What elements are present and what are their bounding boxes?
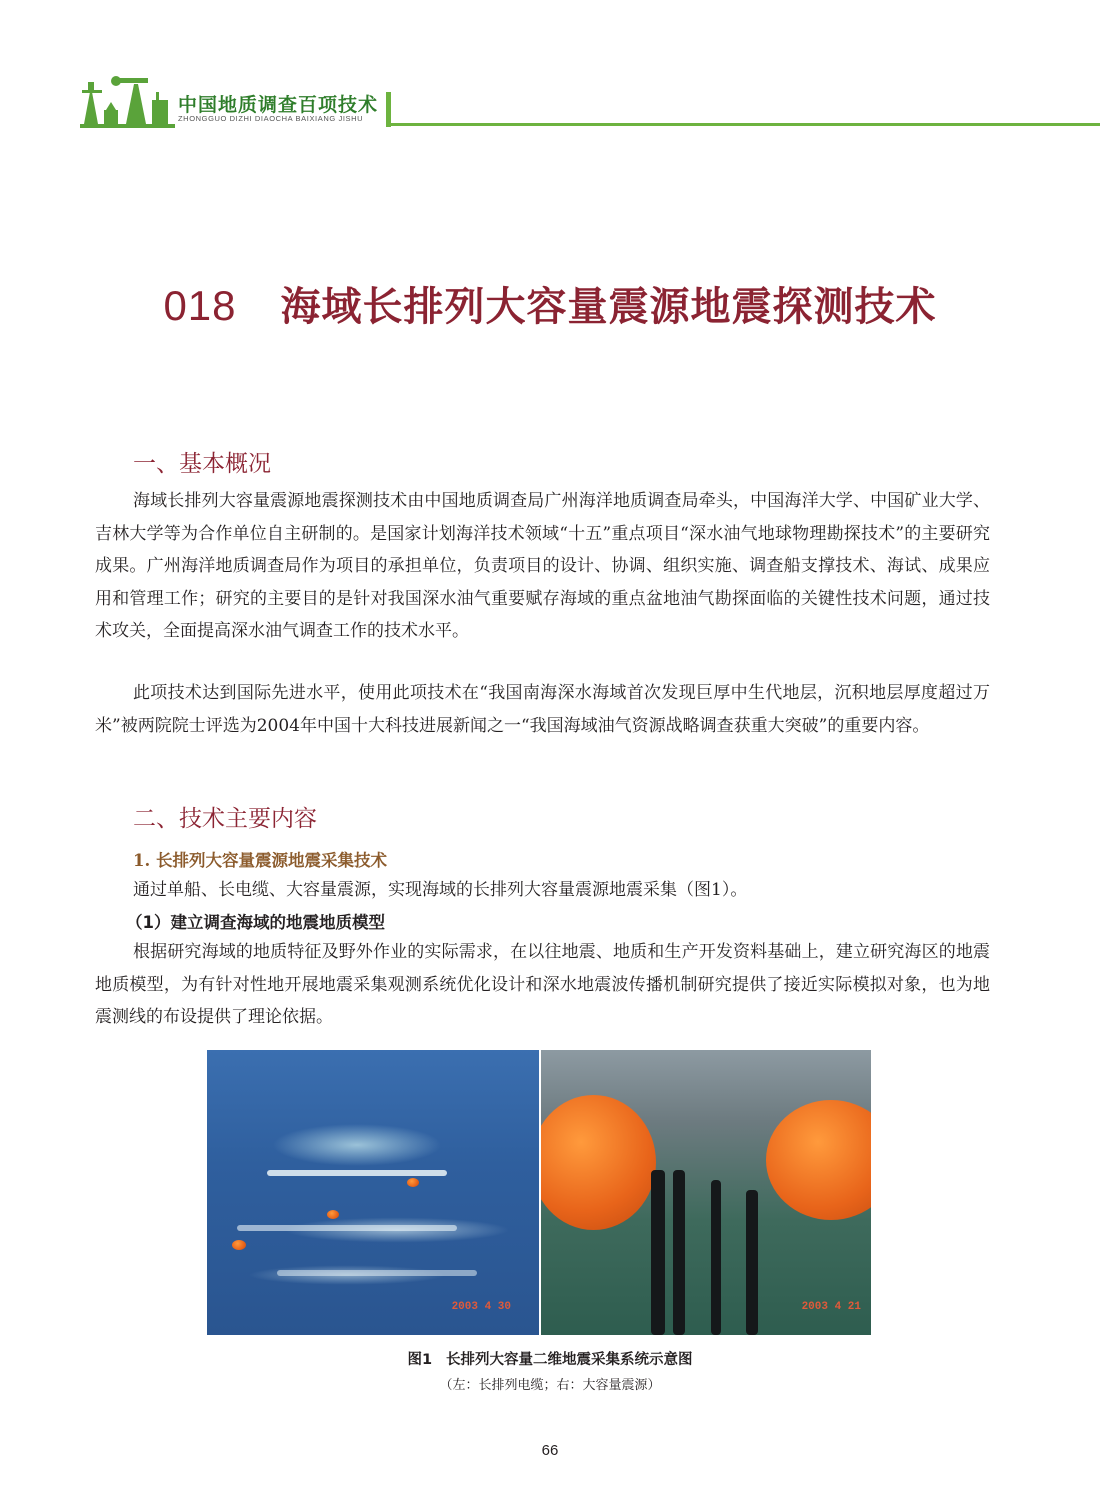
header-pinyin: ZHONGGUO DIZHI DIAOCHA BAIXIANG JISHU — [178, 114, 364, 123]
page-number: 66 — [541, 1442, 559, 1459]
document-title-text: 海域长排列大容量震源地震探测技术 — [280, 284, 937, 330]
float-right — [766, 1100, 871, 1220]
cable — [673, 1170, 685, 1335]
streamer-cable-photo — [207, 1050, 539, 1335]
oil-pump-logo-icon — [80, 70, 175, 128]
document-number: 018 — [163, 282, 237, 329]
section2-heading: 二、技术主要内容 — [133, 806, 317, 832]
subsection-1-1-text: 根据研究海域的地质特征及野外作业的实际需求，在以往地震、地质和生产开发资料基础上，建立研究海区的地震地质模型，为有针对性地开展地震采集观测系统优化设计和深水地震波传播机制研究提供了接近实际模拟对象，也为地震测线的布设提供了理论依据。 — [95, 942, 990, 1027]
buoy — [232, 1240, 246, 1250]
header-rule — [386, 123, 1100, 126]
buoy — [407, 1178, 419, 1187]
float-left — [541, 1095, 656, 1230]
subsection-1-1-heading: （1）建立调查海域的地震地质模型 — [126, 913, 385, 932]
document-title — [0, 275, 1100, 332]
figure-label: 图1 — [407, 1352, 433, 1368]
section1-heading: 一、基本概况 — [133, 451, 271, 477]
cable — [651, 1170, 665, 1335]
running-header — [0, 70, 1100, 130]
section1-paragraph-2: 此项技术达到国际先进水平，使用此项技术在“我国南海深水海域首次发现巨厚中生代地层，沉积地层厚度超过万米”被两院院士评选为2004年中国十大科技进展新闻之一“我国海域油气资源战略调查获重大突破”的重要内容。 — [95, 683, 990, 736]
subsection-1-text: 通过单船、长电缆、大容量震源，实现海域的长排列大容量震源地震采集（图1）。 — [133, 880, 748, 900]
header-vertical-bar — [386, 92, 391, 127]
section1-paragraph-1: 海域长排列大容量震源地震探测技术由中国地质调查局广州海洋地质调查局牵头，中国海洋大学、中国矿业大学、吉林大学等为合作单位自主研制的。是国家计划海洋技术领域“十五”重点项目“深水油气地球物理勘探技术”的主要研究成果。广州海洋地质调查局作为项目的承担单位，负责项目的设计、协调、组织实施、调查船支撑技术、海试、成果应用和管理工作；研究的主要目的是针对我国深水油气重要赋存海域的重点盆地油气勘探面临的关键性技术问题，通过技术攻关，全面提高深水油气调查工作的技术水平。 — [95, 491, 990, 641]
airgun-source-photo — [541, 1050, 871, 1335]
figure-caption-text: 长排列大容量二维地震采集系统示意图 — [446, 1352, 693, 1368]
cable — [711, 1180, 721, 1335]
buoy — [327, 1210, 339, 1219]
figure-caption — [0, 1348, 1100, 1369]
photo-date-stamp-right: 2003 4 21 — [801, 1301, 861, 1313]
figure-1 — [207, 1050, 871, 1335]
cable — [746, 1190, 758, 1335]
header-title: 中国地质调查百项技术 — [178, 94, 379, 116]
figure-subcaption: （左：长排列电缆；右：大容量震源） — [439, 1378, 661, 1393]
wake — [277, 1270, 477, 1276]
subsection-1-heading: 1. 长排列大容量震源地震采集技术 — [133, 851, 387, 870]
wake — [267, 1170, 447, 1176]
photo-date-stamp-left: 2003 4 30 — [451, 1301, 511, 1313]
wake — [237, 1225, 457, 1231]
